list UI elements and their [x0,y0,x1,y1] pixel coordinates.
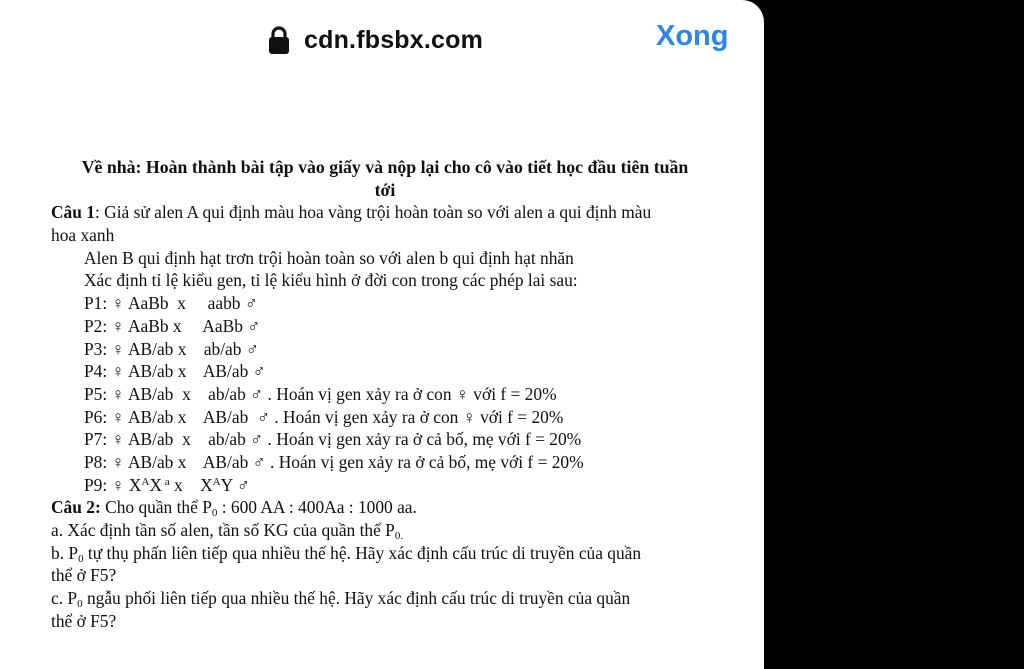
url-display [268,22,483,58]
question-2a-sub: 0. [394,530,404,542]
p9-tail: Y ♂ [220,474,250,495]
question-1-line-4: Xác định tỉ lệ kiểu gen, tỉ lệ kiểu hình ở đời con trong các phép lai sau: [84,270,578,291]
question-2a-line [51,519,719,542]
p9-cross: x X [169,474,213,495]
url-text: cdn.fbsbx.com [304,25,484,54]
question-2c-line-2: thể ở F5? [51,610,117,631]
question-2-line [51,496,719,519]
cross-p2: P2: ♀ AaBb x AaBb ♂ [84,315,261,336]
cross-p1: P1: ♀ AaBb x aabb ♂ [84,293,258,314]
question-2-text: Cho quần thể P [100,497,212,518]
cross-p9 [51,474,719,497]
title-line-1: Về nhà: Hoàn thành bài tập vào giấy và nộp lại cho cô vào tiết học đầu tiên tuần [81,157,689,177]
question-1-label: Câu 1 [51,202,95,223]
lock-icon [268,25,290,55]
document-content [51,156,719,632]
done-button[interactable]: Xong [656,20,729,52]
cross-p3: P3: ♀ AB/ab x ab/ab ♂ [84,338,259,359]
cross-p6: P6: ♀ AB/ab x AB/ab ♂ . Hoán vị gen xảy ra ở con ♀ với f = 20% [84,406,564,427]
p9-sup-2: a [162,475,170,488]
p9-prefix: P9: ♀ X [84,474,142,495]
cross-p4: P4: ♀ AB/ab x AB/ab ♂ [84,361,266,382]
cross-p8: P8: ♀ AB/ab x AB/ab ♂ . Hoán vị gen xảy ra ở cả bố, mẹ với f = 20% [84,451,584,472]
cross-p7: P7: ♀ AB/ab x ab/ab ♂ . Hoán vị gen xảy ra ở cả bố, mẹ với f = 20% [84,429,582,450]
p9-sup-3: A [212,475,221,488]
p9-mid: X [149,474,163,495]
question-2b-line-2: thể ở F5? [51,565,117,586]
question-2a-text: a. Xác định tần số alen, tần số KG của quần thể P [51,520,395,540]
p9-sup-1: A [141,475,150,488]
question-1-text: : Giả sử alen A qui định màu hoa vàng trội hoàn toàn so với alen a qui định màu [94,202,652,223]
cross-p5: P5: ♀ AB/ab x ab/ab ♂ . Hoán vị gen xảy ra ở con ♀ với f = 20% [84,383,557,404]
question-1-line-1 [51,201,719,224]
question-2b-line-1 [51,542,719,565]
question-2b-text-2: tự thụ phấn liên tiếp qua nhiều thế hệ. Hãy xác định cấu trúc di truyền của quần [83,542,642,563]
question-1-line-2: hoa xanh [51,225,115,246]
question-2c-text: c. P [51,588,78,609]
question-2c-text-2: ngẫu phối liên tiếp qua nhiều thế hệ. Hãy xác định cấu trúc di truyền của quần [82,588,631,609]
question-2c-sub: 0 [77,598,83,611]
question-2c-line-1 [51,587,719,610]
question-2-sub: 0 [211,507,218,520]
question-1-line-3: Alen B qui định hạt trơn trội hoàn toàn so với alen b qui định hạt nhăn [84,247,574,268]
question-2-text-2: : 600 AA : 400Aa : 1000 aa. [217,497,417,518]
question-2-label: Câu 2: [51,497,101,518]
title-line-2: tới [374,179,396,200]
viewer-top-bar [0,0,764,80]
question-2b-sub: 0 [78,552,84,565]
question-2b-text: b. P [51,542,79,563]
